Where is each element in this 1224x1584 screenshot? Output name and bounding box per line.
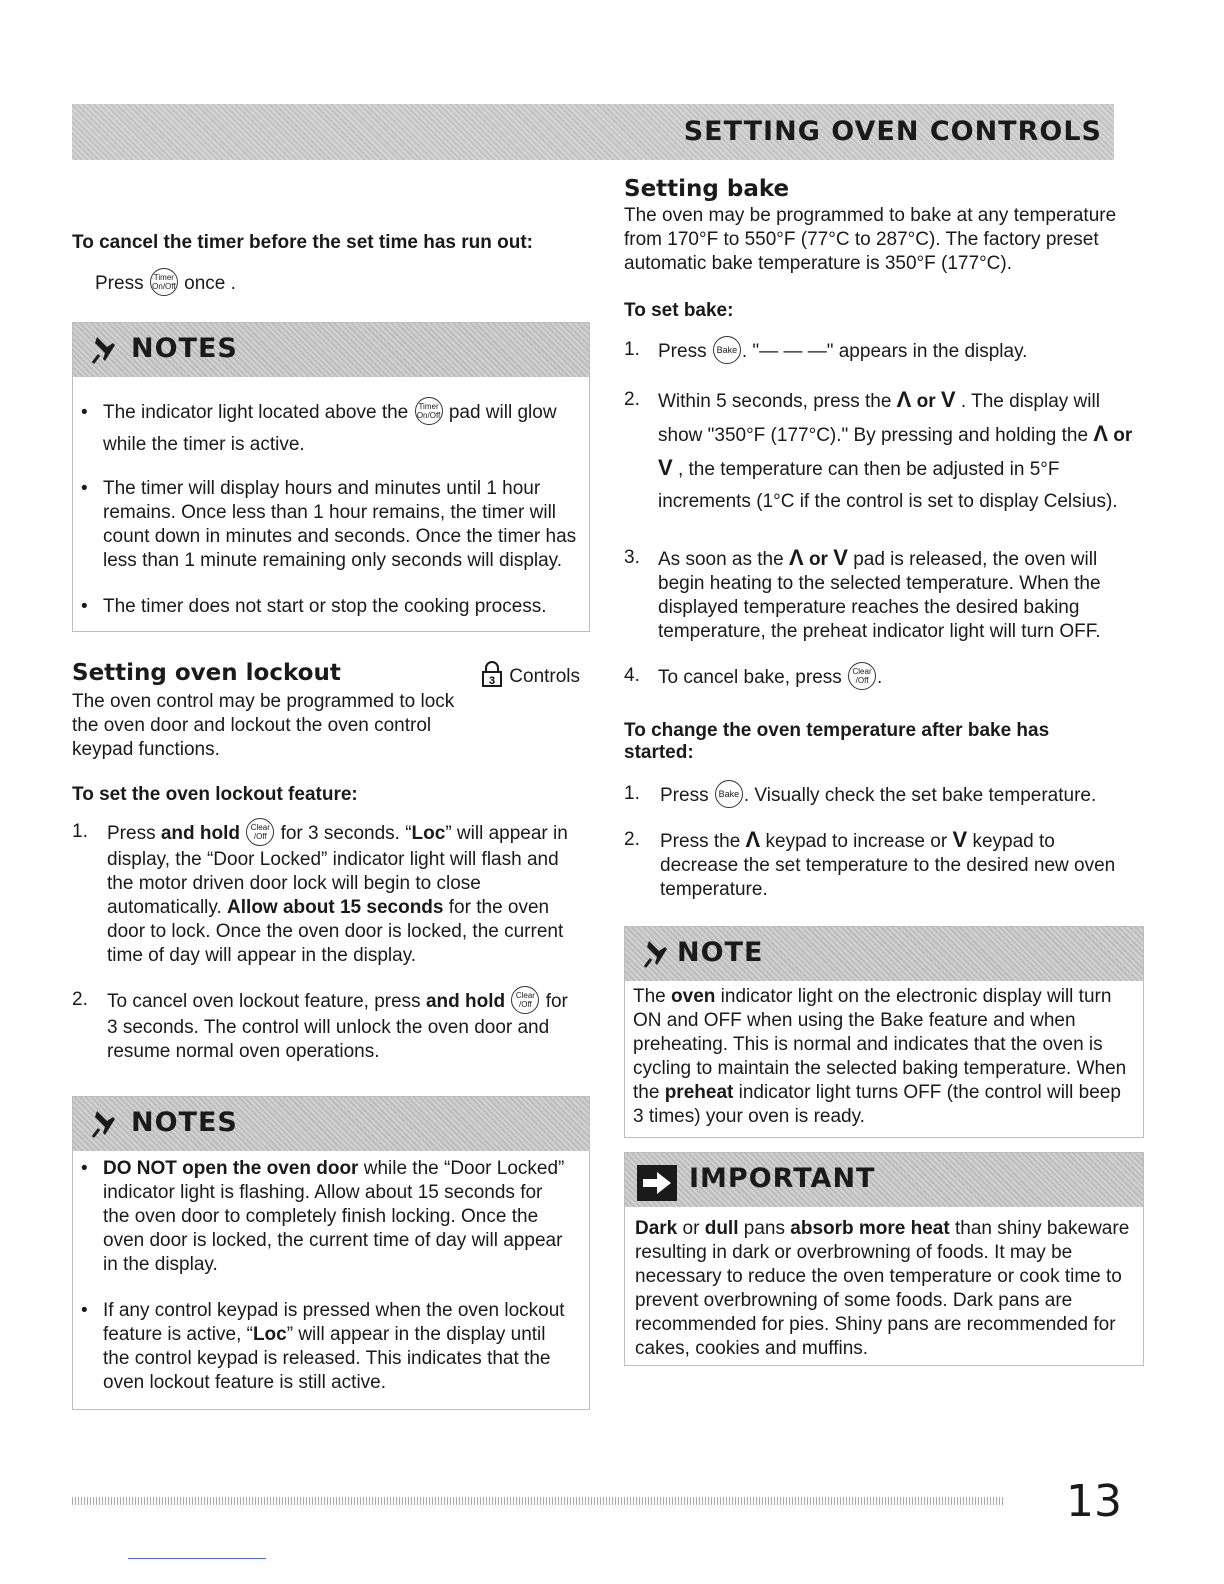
note-header xyxy=(625,927,1143,981)
padlock-icon xyxy=(480,660,504,688)
list-item: • The timer does not start or stop the cooking process. xyxy=(77,595,581,619)
set-bake-heading: To set bake: xyxy=(624,300,734,321)
notes-list xyxy=(77,397,581,619)
timer-keypad-icon: Timer On/Off xyxy=(150,268,178,296)
divider xyxy=(128,1558,266,1559)
cancel-timer-instruction: Press Timer On/Off once . xyxy=(95,270,236,298)
arrow-box-icon xyxy=(637,1165,677,1201)
svg-text:3: 3 xyxy=(488,675,496,687)
pushpin-icon xyxy=(91,335,119,365)
down-arrow-icon: V xyxy=(833,545,848,570)
down-arrow-icon: V xyxy=(658,455,673,480)
section-banner xyxy=(72,104,1114,160)
bake-keypad-icon: Bake xyxy=(715,780,743,808)
notes-box-lockout xyxy=(72,1096,590,1410)
list-item: • The indicator light located above the Timer On/Off pad will glow while the timer is active. xyxy=(77,397,581,461)
note-box-oven xyxy=(624,926,1144,1138)
bake-keypad-icon: Bake xyxy=(713,336,741,364)
important-header xyxy=(625,1153,1143,1207)
pushpin-icon xyxy=(91,1109,119,1139)
controls-lock-indicator: 3 Controls xyxy=(480,660,580,689)
notes-list xyxy=(77,1157,573,1395)
notes-title: NOTES xyxy=(131,333,238,364)
important-title: IMPORTANT xyxy=(689,1163,876,1194)
up-arrow-icon: Λ xyxy=(788,545,804,570)
lockout-step-2: 2. To cancel oven lockout feature, press and hold Clear /Off for 3 seconds. The control will unlock the oven door and resume normal oven operations. xyxy=(72,988,578,1064)
notes-box-timer xyxy=(72,322,590,632)
list-item: • DO NOT open the oven door while the “Door Locked” indicator light is flashing. Allow about 15 seconds for the oven door to completely finish locking. Once the oven door is locked, the current time of day will appear in the display. xyxy=(77,1157,573,1277)
lockout-step-1: 1. Press and hold Clear /Off for 3 seconds. “Loc” will appear in display, the “Door Locked” indicator light will flash and the motor driven door lock will begin to close automatically. Allow about 15 seconds for the oven door to lock. Once the oven door is locked, the current time of day will appear in the display. xyxy=(72,820,578,968)
down-arrow-icon: V xyxy=(940,387,956,412)
lockout-title: Setting oven lockout xyxy=(72,660,341,686)
important-text: Dark or dull pans absorb more heat than shiny bakeware resulting in dark or overbrowning of foods. It may be necessary to reduce the oven temperature or cook time to prevent overbrowning of some foods. Dark pans are recommended for pies. Shiny pans are recommended for cakes, cookies and muffins. xyxy=(635,1218,1130,1359)
cancel-timer-heading: To cancel the timer before the set time has run out: xyxy=(72,232,534,253)
up-arrow-icon: Λ xyxy=(745,827,761,852)
bake-step-2: 2. Within 5 seconds, press the Λ or V . The display will show "350°F (177°C)." By pressing and holding the Λ or V , the temperature can then be adjusted in 5°F increments (1°C if the control is set to display Celsius). xyxy=(624,387,1133,512)
bake-step-4: 4. To cancel bake, press Clear /Off . xyxy=(624,664,1134,692)
notes-title: NOTES xyxy=(131,1107,238,1138)
clear-keypad-icon: Clear /Off xyxy=(246,818,274,846)
list-item: • The timer will display hours and minutes until 1 hour remains. Once less than 1 hour remains, the timer will count down in minutes and seconds. Once the timer has less than 1 minute remaining only seconds will display. xyxy=(77,477,581,573)
bake-title: Setting bake xyxy=(624,176,790,202)
clear-keypad-icon: Clear /Off xyxy=(511,986,539,1014)
clear-keypad-icon: Clear /Off xyxy=(848,662,876,690)
pushpin-icon xyxy=(643,939,671,969)
change-step-1: 1. Press Bake . Visually check the set bake temperature. xyxy=(624,782,1134,810)
important-box xyxy=(624,1152,1144,1366)
footer-bar xyxy=(72,1497,1004,1505)
change-temp-heading: To change the oven temperature after bake has started: xyxy=(624,720,1050,763)
page-number: 13 xyxy=(1066,1476,1122,1527)
note-text: The oven indicator light on the electronic display will turn ON and OFF when using the Bake feature and when preheating. This is normal and indicates that the oven is cycling to maintain the selected baking temperature. When the preheat indicator light turns OFF (the control will beep 3 times) your oven is ready. xyxy=(633,986,1127,1127)
up-arrow-icon: Λ xyxy=(896,387,912,412)
timer-keypad-icon: Timer On/Off xyxy=(415,397,443,425)
notes-header xyxy=(73,323,589,377)
bake-step-3: 3. As soon as the Λ or V pad is released, the oven will begin heating to the selected temperature. When the displayed temperature reaches the desired baking temperature, the preheat indicator light will turn OFF. xyxy=(624,545,1101,642)
up-arrow-icon: Λ xyxy=(1093,421,1109,446)
notes-header xyxy=(73,1097,589,1151)
bake-intro: The oven may be programmed to bake at any temperature from 170°F to 550°F (77°C to 287°C). The factory preset automatic bake temperature is 350°F (177°C). xyxy=(624,205,1117,274)
set-lockout-heading: To set the oven lockout feature: xyxy=(72,784,358,805)
lockout-intro: The oven control may be programmed to lock the oven door and lockout the oven control keypad functions. xyxy=(72,691,455,760)
list-item: • If any control keypad is pressed when the oven lockout feature is active, “Loc” will appear in the display until the control keypad is released. This indicates that the oven lockout feature is still active. xyxy=(77,1299,573,1395)
note-title: NOTE xyxy=(677,937,764,968)
section-title: SETTING OVEN CONTROLS xyxy=(683,116,1102,147)
down-arrow-icon: V xyxy=(952,827,968,852)
change-step-2: 2. Press the Λ keypad to increase or V keypad to decrease the set temperature to the desired new oven temperature. xyxy=(624,827,1116,900)
bake-step-1: 1. Press Bake . "— — —" appears in the display. xyxy=(624,338,1134,366)
